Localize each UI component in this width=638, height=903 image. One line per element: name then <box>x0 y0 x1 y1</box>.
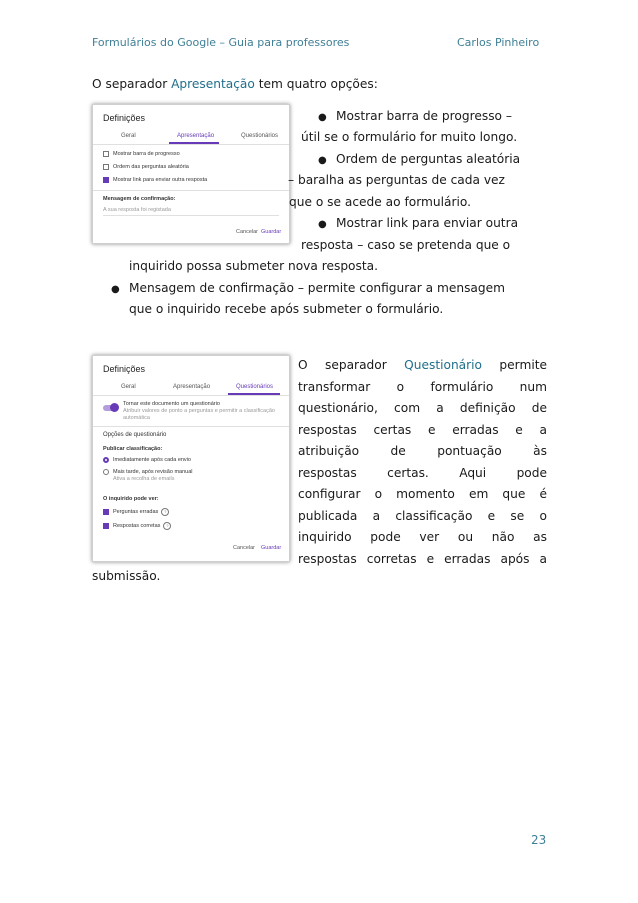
term-questionario: Questionário <box>404 358 483 372</box>
bullet-progress-bar: ● Mostrar barra de progresso – <box>318 106 512 129</box>
text-line: útil se o formulário for muito longo. <box>301 130 518 144</box>
section2-line: respostas certas. Aqui pode <box>298 466 547 480</box>
header-title: Formulários do Google – Guia para professores <box>92 36 350 49</box>
option-submit-another[interactable]: Mostrar link para enviar outra resposta <box>103 177 207 183</box>
bullet-shuffle-order: ● Ordem de perguntas aleatória <box>318 149 520 172</box>
checkbox-checked-icon[interactable] <box>103 177 109 183</box>
divider <box>93 426 289 427</box>
radio-immediately[interactable]: Imediatamente após cada envio <box>103 457 191 463</box>
radio-later[interactable]: Mais tarde, após revisão manual <box>103 469 192 475</box>
section2-line: submissão. <box>92 569 161 583</box>
term-apresentacao: Apresentação <box>171 77 255 91</box>
header-author: Carlos Pinheiro <box>457 36 540 49</box>
option-correct-answers[interactable]: Respostas corretas ? <box>103 522 171 530</box>
option-shuffle-order[interactable]: Ordem das perguntas aleatória <box>103 164 189 170</box>
tab-quiz[interactable]: Questionários <box>241 133 279 139</box>
toggle-knob[interactable] <box>110 403 119 412</box>
cancel-button[interactable]: Cancelar <box>236 229 259 235</box>
help-icon[interactable]: ? <box>163 522 171 530</box>
dialog-title: Definições <box>103 364 146 374</box>
page-number: 23 <box>531 833 547 847</box>
text-line: que o se acede ao formulário. <box>289 195 471 209</box>
radio-later-description: Ativa a recolha de emails <box>113 476 175 482</box>
section2-line: inquirido pode ver ou não as <box>298 530 547 544</box>
publish-grade-label: Publicar classificação: <box>103 446 163 452</box>
text-line: que o inquirido recebe após submeter o formulário. <box>129 302 444 316</box>
section2-line: configurar o momento em que é <box>298 487 547 501</box>
bullet-icon: ● <box>318 219 327 230</box>
text-line: inquirido possa submeter nova resposta. <box>129 259 378 273</box>
quiz-options-heading: Opções de questionário <box>103 432 167 438</box>
toggle-description: automática <box>123 415 150 421</box>
section2-line: respostas certas e erradas e a <box>298 423 547 437</box>
settings-presentation-screenshot <box>92 104 290 244</box>
divider <box>93 144 289 145</box>
tab-quiz[interactable]: Questionários <box>236 384 274 390</box>
settings-quiz-screenshot <box>92 355 290 562</box>
section2-line: transformar o formulário num <box>298 380 547 394</box>
input-underline <box>103 215 279 216</box>
section2-line: questionário, com a definição de <box>298 401 547 415</box>
bullet-confirmation-message: ● Mensagem de confirmação – permite configurar a mensagem <box>111 278 505 301</box>
dialog-title: Definições <box>103 113 146 123</box>
cancel-button[interactable]: Cancelar <box>233 545 256 551</box>
divider <box>93 190 289 191</box>
tab-presentation[interactable]: Apresentação <box>177 133 215 139</box>
checkbox-checked-icon[interactable] <box>103 523 109 529</box>
radio-icon[interactable] <box>103 469 109 475</box>
help-icon[interactable]: ? <box>161 508 169 516</box>
toggle-description: Atribuir valores de ponto a perguntas e permitir a classificação <box>123 408 275 414</box>
section2-line: respostas corretas e erradas após a <box>298 552 547 566</box>
text-line: – baralha as perguntas de cada vez <box>288 173 505 187</box>
tab-presentation[interactable]: Apresentação <box>173 384 211 390</box>
section2-line: publicada a classificação e se o <box>298 509 547 523</box>
tab-general[interactable]: Geral <box>121 133 136 139</box>
checkbox-checked-icon[interactable] <box>103 509 109 515</box>
confirmation-input[interactable]: A sua resposta foi registada <box>103 207 171 213</box>
checkbox-icon[interactable] <box>103 164 109 170</box>
confirmation-label: Mensagem de confirmação: <box>103 196 176 202</box>
section2-line: O separador Questionário permite <box>298 358 547 372</box>
section2-line: atribuição de pontuação às <box>298 444 547 458</box>
option-progress-bar[interactable]: Mostrar barra de progresso <box>103 151 180 157</box>
save-button[interactable]: Guardar <box>261 545 282 551</box>
respondent-can-see-label: O inquirido pode ver: <box>103 496 159 502</box>
checkbox-icon[interactable] <box>103 151 109 157</box>
section1-intro: O separador Apresentação tem quatro opções: <box>92 77 378 91</box>
tab-general[interactable]: Geral <box>121 384 136 390</box>
bullet-icon: ● <box>318 112 327 123</box>
bullet-icon: ● <box>318 155 327 166</box>
bullet-submit-another: ● Mostrar link para enviar outra <box>318 213 518 236</box>
radio-selected-icon[interactable] <box>103 457 109 463</box>
toggle-label: Tornar este documento um questionário <box>123 401 220 407</box>
text-line: resposta – caso se pretenda que o <box>301 238 511 252</box>
option-wrong-answers[interactable]: Perguntas erradas ? <box>103 508 169 516</box>
bullet-icon: ● <box>111 284 120 295</box>
divider <box>93 395 289 396</box>
save-button[interactable]: Guardar <box>261 229 282 235</box>
